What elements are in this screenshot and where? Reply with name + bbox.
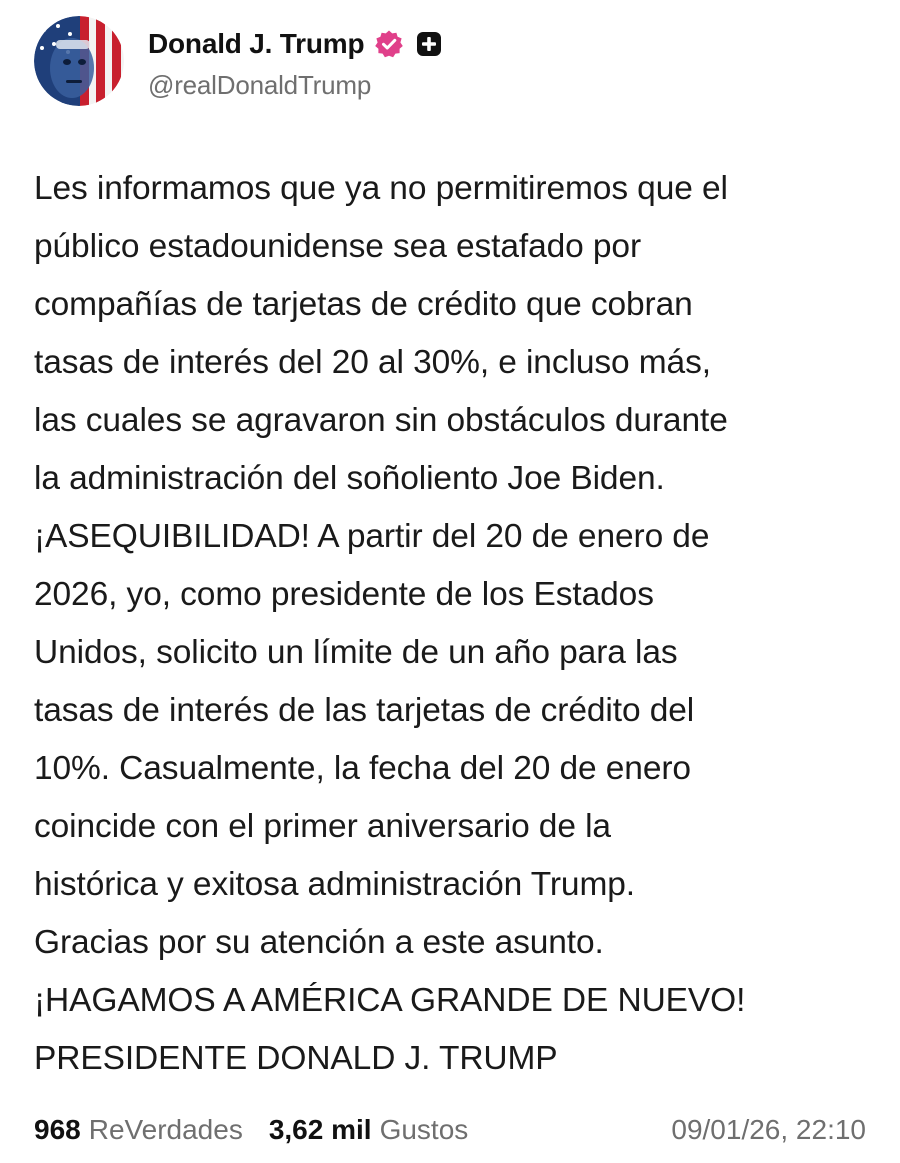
- post-line: compañías de tarjetas de crédito que cobran: [34, 286, 693, 323]
- post-line: histórica y exitosa administración Trump.: [34, 866, 635, 903]
- plus-icon[interactable]: [416, 31, 442, 57]
- post-line: 10%. Casualmente, la fecha del 20 de enero: [34, 750, 691, 787]
- profile-identity: [148, 22, 442, 101]
- avatar[interactable]: [34, 16, 124, 106]
- avatar-image: [34, 16, 124, 106]
- post-line: tasas de interés de las tarjetas de crédito del: [34, 692, 695, 729]
- post-timestamp[interactable]: 09/01/26, 22:10: [671, 1114, 866, 1145]
- post-line: Les informamos que ya no permitiremos que el: [34, 170, 728, 207]
- post-line: la administración del soñoliento Joe Biden.: [34, 460, 665, 497]
- post-line: PRESIDENTE DONALD J. TRUMP: [34, 1040, 558, 1077]
- post-footer: [34, 1106, 866, 1154]
- post-line: público estadounidense sea estafado por: [34, 228, 642, 265]
- reposts-label: ReVerdades: [88, 1114, 243, 1145]
- post-line: 2026, yo, como presidente de los Estados: [34, 576, 654, 613]
- post-line: tasas de interés del 20 al 30%, e incluso más,: [34, 344, 711, 381]
- post-line: Unidos, solicito un límite de un año para las: [34, 634, 678, 671]
- reposts-count: 968: [34, 1114, 81, 1145]
- post-line: las cuales se agravaron sin obstáculos durante: [34, 402, 728, 439]
- post-line: ¡HAGAMOS A AMÉRICA GRANDE DE NUEVO!: [34, 982, 746, 1019]
- likes-stat[interactable]: [269, 1114, 468, 1146]
- likes-label: Gustos: [379, 1114, 469, 1145]
- reposts-stat[interactable]: [34, 1114, 243, 1146]
- name-row: [148, 22, 442, 66]
- post-text: [34, 160, 874, 1088]
- post-line: ¡ASEQUIBILIDAD! A partir del 20 de enero de: [34, 518, 710, 555]
- post-line: coincide con el primer aniversario de la: [34, 808, 611, 845]
- display-name[interactable]: Donald J. Trump: [148, 27, 365, 59]
- likes-count: 3,62 mil: [268, 1114, 372, 1145]
- post-line: Gracias por su atención a este asunto.: [34, 924, 604, 961]
- user-handle[interactable]: @realDonaldTrump: [148, 69, 372, 100]
- post-header: [34, 16, 442, 106]
- verified-badge-icon: [374, 29, 404, 59]
